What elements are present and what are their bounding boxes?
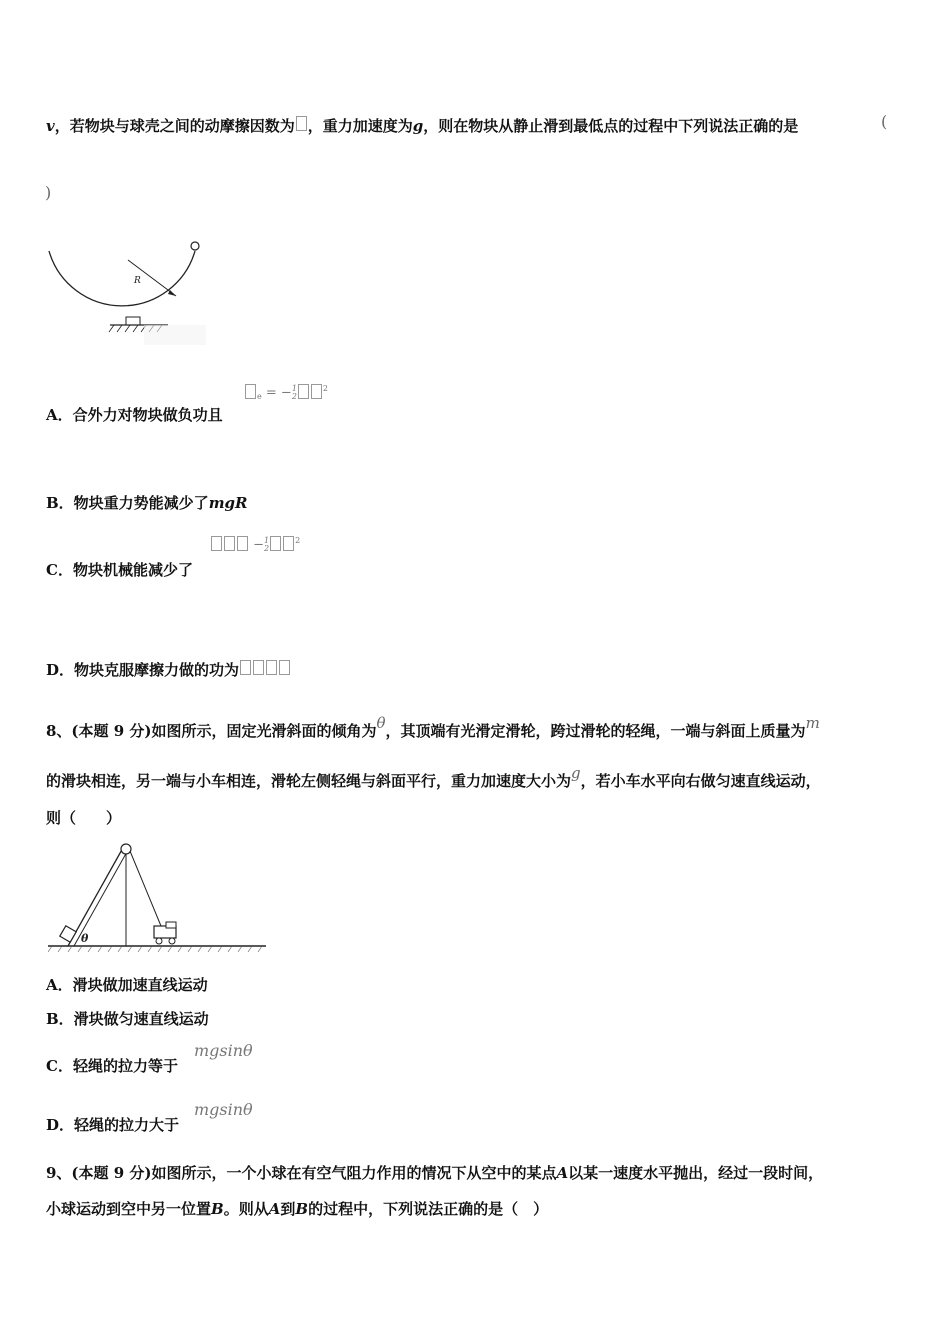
q8-option-d-formula: mgsinθ xyxy=(194,1100,253,1119)
q7-option-b: B．物块重力势能减少了mgR xyxy=(46,494,248,512)
q8-line-3: 则（ ） xyxy=(46,809,122,827)
q7-paren-close: ) xyxy=(45,183,52,202)
figure-label-R: R xyxy=(134,276,141,286)
q7-stem: v，若物块与球壳之间的动摩擦因数为 ，重力加速度为g，则在物块从静止滑到最低点的过程中下列说法正确的是 xyxy=(46,117,799,135)
q7-figure-shell xyxy=(44,236,206,346)
q8-option-b: B．滑块做匀速直线运动 xyxy=(46,1010,209,1028)
q8-option-c-formula: mgsinθ xyxy=(194,1041,253,1060)
q7-paren-open: ( xyxy=(881,112,888,131)
q7-option-c-formula: − 1 2 $^2$ xyxy=(210,536,300,553)
q9-line-1: 9、(本题 9 分)如图所示，一个小球在有空气阻力作用的情况下从空中的某点A以某一速度水平抛出，经过一段时间， xyxy=(46,1164,824,1182)
cart-icon xyxy=(154,922,176,944)
q7-option-a-formula: e = − 1 2 $^2$ xyxy=(244,384,328,401)
q7-option-a: A．合外力对物块做负功且 xyxy=(46,406,223,424)
q8-option-d: D．轻绳的拉力大于 xyxy=(46,1116,180,1134)
slider-block-icon xyxy=(60,926,76,942)
q8-option-c: C．轻绳的拉力等于 xyxy=(46,1057,178,1075)
block-icon xyxy=(191,242,199,250)
q7-option-d: D．物块克服摩擦力做的功为 xyxy=(46,660,291,680)
q7-option-c: C．物块机械能减少了 xyxy=(46,561,193,579)
q8-option-a: A．滑块做加速直线运动 xyxy=(46,976,208,994)
q8-figure-incline xyxy=(48,840,268,958)
q8-line-2: 的滑块相连，另一端与小车相连，滑轮左侧轻绳与斜面平行，重力加速度大小为g，若小车水平向右做匀速直线运动， xyxy=(46,764,821,790)
mu-symbol-placeholder xyxy=(296,116,307,131)
pulley-icon xyxy=(121,844,131,854)
q9-line-2: 小球运动到空中另一位置B。则从A到B的过程中，下列说法正确的是（ ） xyxy=(46,1200,549,1218)
figure-label-theta: θ xyxy=(81,932,89,945)
q8-line-1: 8、(本题 9 分)如图所示，固定光滑斜面的倾角为θ，其顶端有光滑定滑轮，跨过滑轮的轻绳，一端与斜面上质量为m xyxy=(46,714,820,740)
